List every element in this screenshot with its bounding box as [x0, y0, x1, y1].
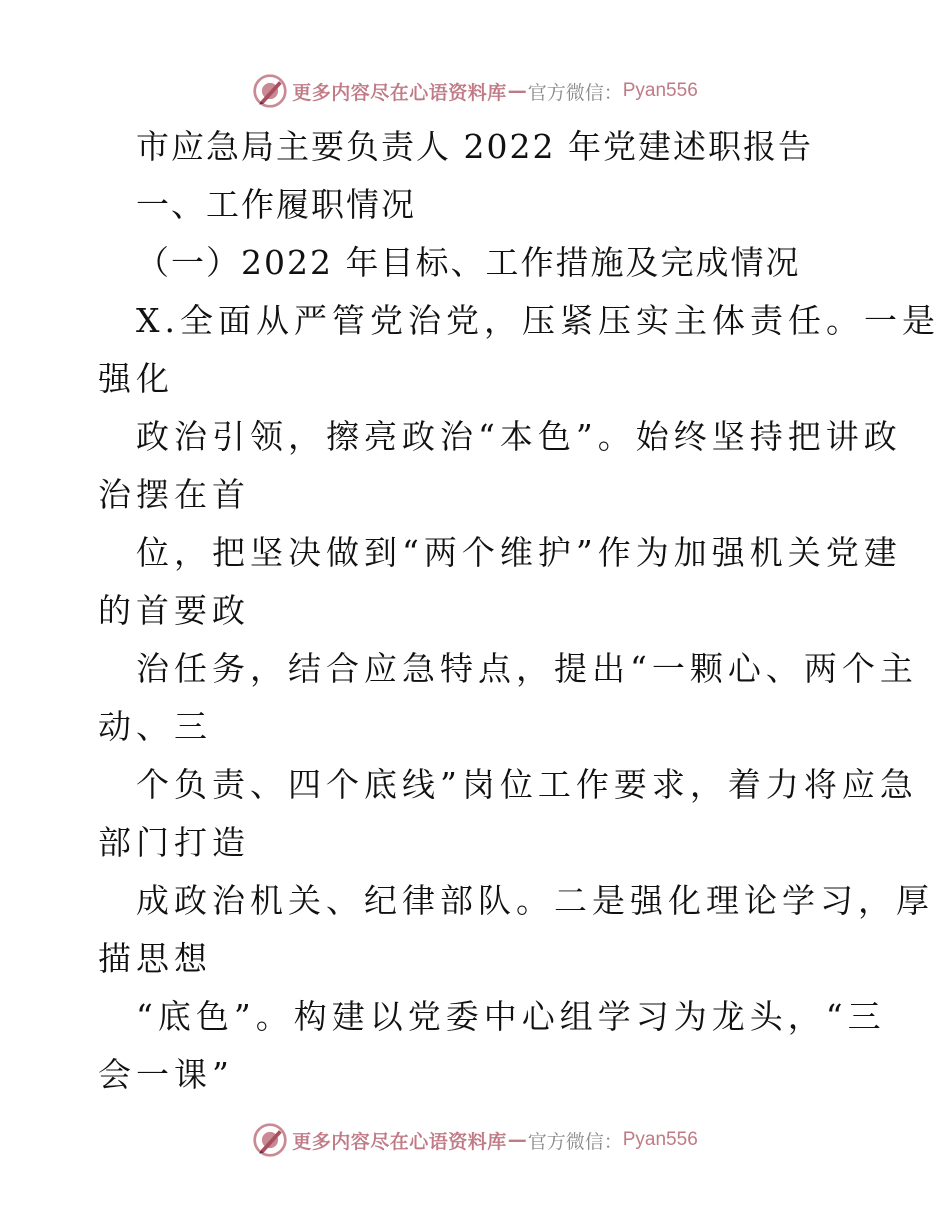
- doc-title: 市应急局主要负责人 2022 年党建述职报告: [136, 127, 813, 166]
- paragraph-line: 的首要政: [98, 591, 250, 630]
- paragraph-line: “底色”。构建以党委中心组学习为龙头，“三: [136, 997, 886, 1036]
- subsection-heading: （一）2022 年目标、工作措施及完成情况: [136, 243, 801, 282]
- paragraph-line: 成政治机关、纪律部队。二是强化理论学习，厚: [136, 881, 934, 920]
- paragraph-line: 治任务，结合应急特点，提出“一颗心、两个主: [136, 649, 918, 688]
- paragraph-line: 强化: [98, 359, 174, 398]
- paragraph-line: 会一课”: [98, 1055, 234, 1094]
- watermark-account: Pyan556: [622, 80, 698, 101]
- paragraph-line: X.全面从严管党治党，压紧压实主体责任。一是: [136, 301, 940, 340]
- watermark-main-text: 更多内容尽在心语资料库: [292, 1130, 507, 1153]
- paragraph-line: 描思想: [98, 939, 212, 978]
- pen-logo-icon: [252, 73, 288, 109]
- watermark-separator: —: [507, 80, 527, 102]
- watermark-label: 官方微信：: [527, 1130, 623, 1153]
- watermark-main-text: 更多内容尽在心语资料库: [292, 81, 507, 104]
- watermark-account: Pyan556: [622, 1129, 698, 1150]
- paragraph-line: 政治引领，擦亮政治“本色”。始终坚持把讲政: [136, 417, 902, 456]
- paragraph-line: 部门打造: [98, 823, 250, 862]
- paragraph-line: 个负责、四个底线”岗位工作要求，着力将应急: [136, 765, 918, 804]
- watermark-banner-top: [0, 69, 950, 113]
- paragraph-line: 动、三: [98, 707, 212, 746]
- paragraph-line: 位，把坚决做到“两个维护”作为加强机关党建: [136, 533, 902, 572]
- section-heading: 一、工作履职情况: [136, 185, 416, 224]
- watermark-banner-bottom: [0, 1118, 950, 1162]
- watermark-label: 官方微信：: [527, 81, 623, 104]
- paragraph-line: 治摆在首: [98, 475, 250, 514]
- pen-logo-icon: [252, 1122, 288, 1158]
- watermark-separator: —: [507, 1129, 527, 1151]
